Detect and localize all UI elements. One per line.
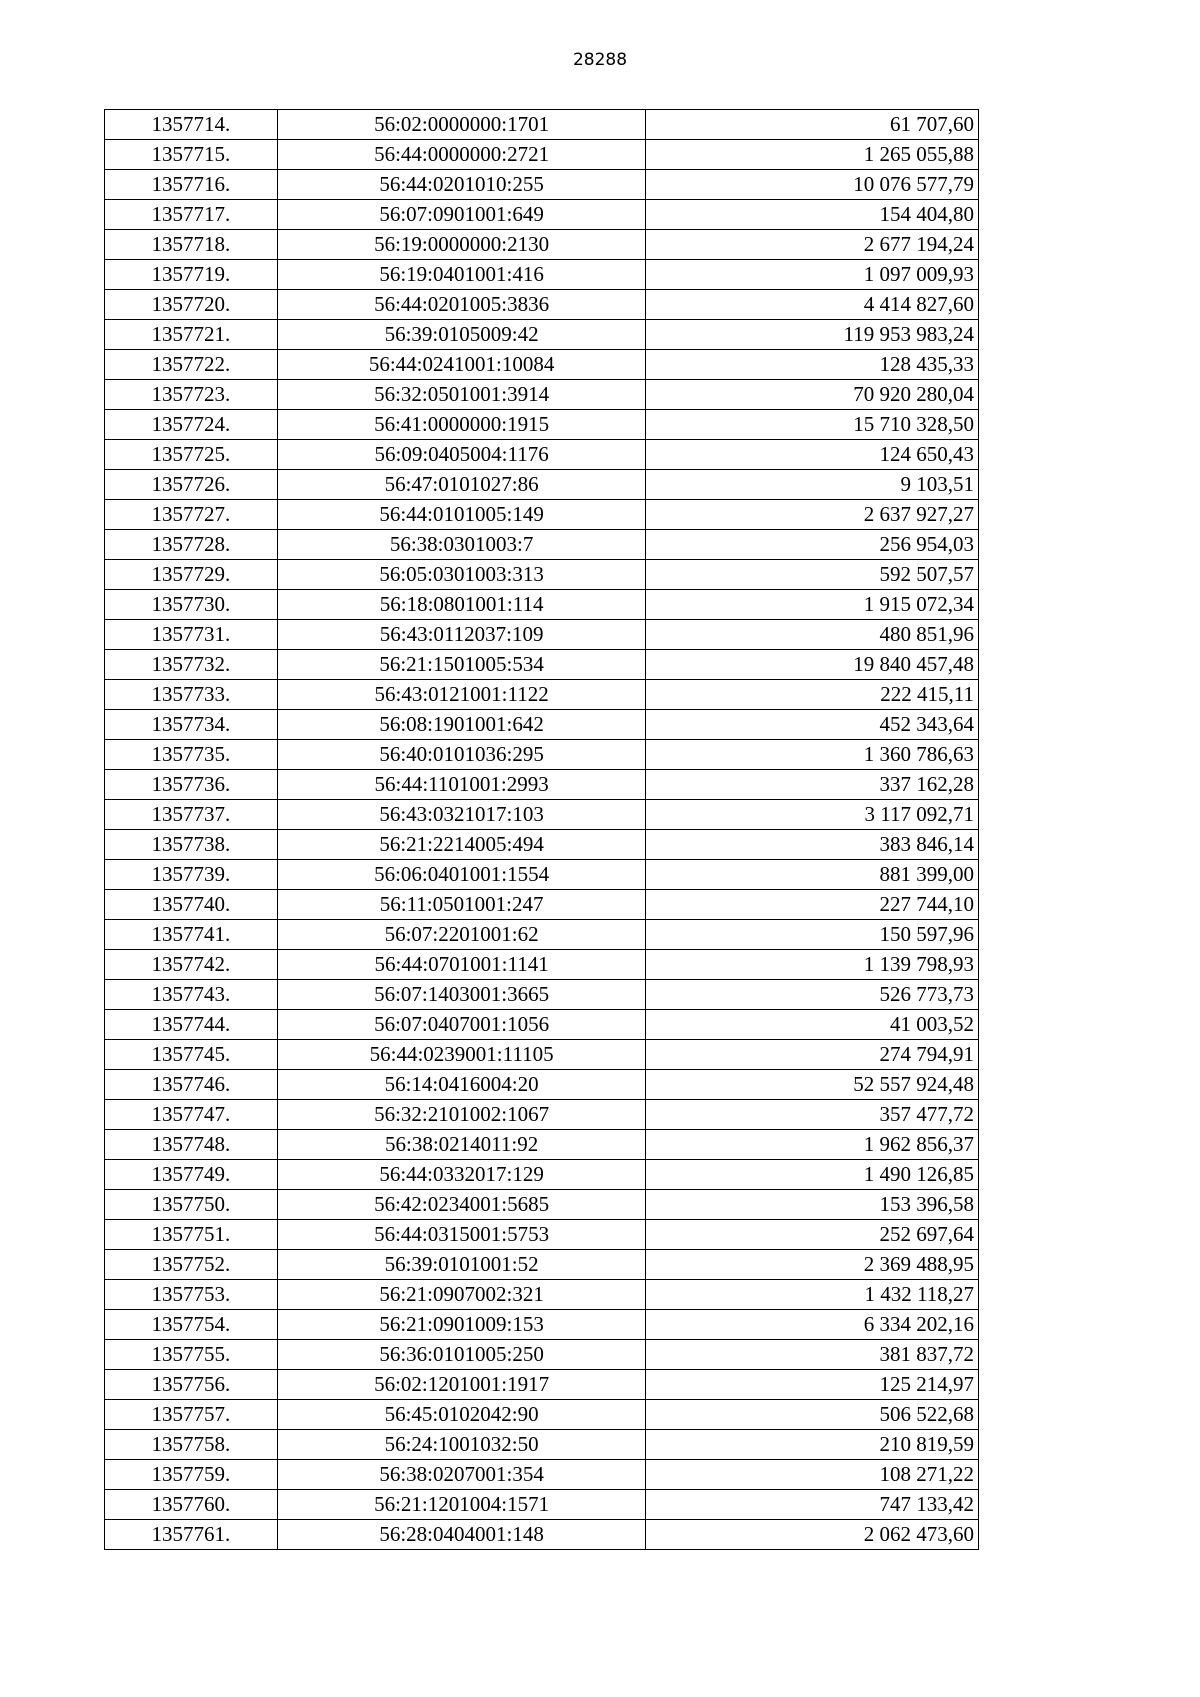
cadastral-number-cell: 56:38:0301003:7: [277, 530, 646, 560]
page-number: 28288: [572, 50, 628, 70]
cadastral-value-cell: 128 435,33: [646, 350, 979, 380]
cadastral-value-cell: 222 415,11: [646, 680, 979, 710]
table-row: [105, 1160, 979, 1190]
cadastral-number-cell: 56:39:0105009:42: [277, 320, 646, 350]
table-row: [105, 740, 979, 770]
table-row: [105, 1460, 979, 1490]
cadastral-number-cell: 56:21:2214005:494: [277, 830, 646, 860]
table-row: [105, 170, 979, 200]
cadastral-number-cell: 56:06:0401001:1554: [277, 860, 646, 890]
cadastral-value-cell: 10 076 577,79: [646, 170, 979, 200]
cadastral-number-cell: 56:44:0201005:3836: [277, 290, 646, 320]
cadastral-value-cell: 592 507,57: [646, 560, 979, 590]
cadastral-value-cell: 52 557 924,48: [646, 1070, 979, 1100]
cadastral-value-cell: 61 707,60: [646, 110, 979, 140]
cadastral-value-cell: 357 477,72: [646, 1100, 979, 1130]
cadastral-value-cell: 124 650,43: [646, 440, 979, 470]
row-number-cell: 1357726.: [105, 470, 278, 500]
cadastral-number-cell: 56:43:0112037:109: [277, 620, 646, 650]
cadastral-value-cell: 747 133,42: [646, 1490, 979, 1520]
cadastral-number-cell: 56:11:0501001:247: [277, 890, 646, 920]
table-row: [105, 1490, 979, 1520]
cadastral-number-cell: 56:07:1403001:3665: [277, 980, 646, 1010]
cadastral-number-cell: 56:39:0101001:52: [277, 1250, 646, 1280]
cadastral-number-cell: 56:44:0315001:5753: [277, 1220, 646, 1250]
cadastral-value-cell: 2 637 927,27: [646, 500, 979, 530]
row-number-cell: 1357753.: [105, 1280, 278, 1310]
cadastral-value-cell: 381 837,72: [646, 1340, 979, 1370]
cadastral-value-cell: 154 404,80: [646, 200, 979, 230]
table-row: [105, 320, 979, 350]
table-row: [105, 920, 979, 950]
row-number-cell: 1357757.: [105, 1400, 278, 1430]
cadastral-number-cell: 56:05:0301003:313: [277, 560, 646, 590]
cadastral-number-cell: 56:44:0241001:10084: [277, 350, 646, 380]
cadastral-value-table: [104, 109, 979, 1550]
cadastral-number-cell: 56:44:0101005:149: [277, 500, 646, 530]
table-row: [105, 1520, 979, 1550]
table-row: [105, 830, 979, 860]
cadastral-value-cell: 108 271,22: [646, 1460, 979, 1490]
cadastral-value-cell: 19 840 457,48: [646, 650, 979, 680]
row-number-cell: 1357744.: [105, 1010, 278, 1040]
row-number-cell: 1357736.: [105, 770, 278, 800]
table-body: [105, 110, 979, 1550]
table-row: [105, 710, 979, 740]
cadastral-number-cell: 56:41:0000000:1915: [277, 410, 646, 440]
cadastral-number-cell: 56:14:0416004:20: [277, 1070, 646, 1100]
row-number-cell: 1357756.: [105, 1370, 278, 1400]
cadastral-value-cell: 1 265 055,88: [646, 140, 979, 170]
cadastral-number-cell: 56:44:0201010:255: [277, 170, 646, 200]
cadastral-value-cell: 1 490 126,85: [646, 1160, 979, 1190]
row-number-cell: 1357742.: [105, 950, 278, 980]
cadastral-value-cell: 125 214,97: [646, 1370, 979, 1400]
table-row: [105, 1010, 979, 1040]
cadastral-value-cell: 252 697,64: [646, 1220, 979, 1250]
cadastral-number-cell: 56:38:0214011:92: [277, 1130, 646, 1160]
row-number-cell: 1357721.: [105, 320, 278, 350]
cadastral-number-cell: 56:07:0901001:649: [277, 200, 646, 230]
cadastral-value-cell: 150 597,96: [646, 920, 979, 950]
row-number-cell: 1357718.: [105, 230, 278, 260]
cadastral-value-cell: 41 003,52: [646, 1010, 979, 1040]
table-row: [105, 1040, 979, 1070]
row-number-cell: 1357719.: [105, 260, 278, 290]
table-row: [105, 620, 979, 650]
cadastral-value-cell: 2 062 473,60: [646, 1520, 979, 1550]
table-row: [105, 590, 979, 620]
row-number-cell: 1357727.: [105, 500, 278, 530]
cadastral-number-cell: 56:09:0405004:1176: [277, 440, 646, 470]
table-row: [105, 650, 979, 680]
cadastral-number-cell: 56:28:0404001:148: [277, 1520, 646, 1550]
table-row: [105, 1370, 979, 1400]
cadastral-value-cell: 2 369 488,95: [646, 1250, 979, 1280]
cadastral-number-cell: 56:24:1001032:50: [277, 1430, 646, 1460]
cadastral-value-cell: 480 851,96: [646, 620, 979, 650]
table-row: [105, 470, 979, 500]
row-number-cell: 1357715.: [105, 140, 278, 170]
row-number-cell: 1357735.: [105, 740, 278, 770]
row-number-cell: 1357732.: [105, 650, 278, 680]
cadastral-number-cell: 56:32:0501001:3914: [277, 380, 646, 410]
row-number-cell: 1357748.: [105, 1130, 278, 1160]
cadastral-value-cell: 526 773,73: [646, 980, 979, 1010]
table-row: [105, 680, 979, 710]
row-number-cell: 1357723.: [105, 380, 278, 410]
table-row: [105, 440, 979, 470]
cadastral-number-cell: 56:21:1501005:534: [277, 650, 646, 680]
table-row: [105, 110, 979, 140]
cadastral-number-cell: 56:42:0234001:5685: [277, 1190, 646, 1220]
cadastral-value-cell: 1 360 786,63: [646, 740, 979, 770]
table-row: [105, 1190, 979, 1220]
table-row: [105, 1310, 979, 1340]
row-number-cell: 1357759.: [105, 1460, 278, 1490]
table-row: [105, 1100, 979, 1130]
row-number-cell: 1357760.: [105, 1490, 278, 1520]
row-number-cell: 1357725.: [105, 440, 278, 470]
table-row: [105, 860, 979, 890]
table-row: [105, 1220, 979, 1250]
table-row: [105, 560, 979, 590]
table-row: [105, 1400, 979, 1430]
cadastral-value-cell: 1 432 118,27: [646, 1280, 979, 1310]
row-number-cell: 1357758.: [105, 1430, 278, 1460]
cadastral-value-cell: 4 414 827,60: [646, 290, 979, 320]
table-row: [105, 1430, 979, 1460]
row-number-cell: 1357716.: [105, 170, 278, 200]
row-number-cell: 1357729.: [105, 560, 278, 590]
row-number-cell: 1357752.: [105, 1250, 278, 1280]
cadastral-number-cell: 56:02:1201001:1917: [277, 1370, 646, 1400]
cadastral-value-cell: 337 162,28: [646, 770, 979, 800]
row-number-cell: 1357733.: [105, 680, 278, 710]
table-row: [105, 1250, 979, 1280]
cadastral-number-cell: 56:47:0101027:86: [277, 470, 646, 500]
cadastral-number-cell: 56:44:0701001:1141: [277, 950, 646, 980]
table-row: [105, 530, 979, 560]
cadastral-number-cell: 56:07:0407001:1056: [277, 1010, 646, 1040]
cadastral-value-cell: 9 103,51: [646, 470, 979, 500]
cadastral-number-cell: 56:45:0102042:90: [277, 1400, 646, 1430]
row-number-cell: 1357740.: [105, 890, 278, 920]
cadastral-value-cell: 15 710 328,50: [646, 410, 979, 440]
cadastral-number-cell: 56:19:0401001:416: [277, 260, 646, 290]
table-row: [105, 1340, 979, 1370]
table-row: [105, 350, 979, 380]
row-number-cell: 1357731.: [105, 620, 278, 650]
row-number-cell: 1357728.: [105, 530, 278, 560]
row-number-cell: 1357745.: [105, 1040, 278, 1070]
row-number-cell: 1357738.: [105, 830, 278, 860]
row-number-cell: 1357754.: [105, 1310, 278, 1340]
table-row: [105, 1280, 979, 1310]
table-row: [105, 770, 979, 800]
cadastral-value-cell: 119 953 983,24: [646, 320, 979, 350]
cadastral-number-cell: 56:44:0239001:11105: [277, 1040, 646, 1070]
cadastral-value-cell: 506 522,68: [646, 1400, 979, 1430]
table-row: [105, 260, 979, 290]
cadastral-number-cell: 56:08:1901001:642: [277, 710, 646, 740]
cadastral-number-cell: 56:21:0901009:153: [277, 1310, 646, 1340]
row-number-cell: 1357724.: [105, 410, 278, 440]
row-number-cell: 1357750.: [105, 1190, 278, 1220]
cadastral-number-cell: 56:40:0101036:295: [277, 740, 646, 770]
cadastral-value-cell: 227 744,10: [646, 890, 979, 920]
cadastral-number-cell: 56:44:0000000:2721: [277, 140, 646, 170]
cadastral-value-cell: 6 334 202,16: [646, 1310, 979, 1340]
table-row: [105, 200, 979, 230]
row-number-cell: 1357720.: [105, 290, 278, 320]
cadastral-value-cell: 153 396,58: [646, 1190, 979, 1220]
table-row: [105, 1070, 979, 1100]
cadastral-number-cell: 56:21:0907002:321: [277, 1280, 646, 1310]
table-row: [105, 380, 979, 410]
cadastral-value-cell: 881 399,00: [646, 860, 979, 890]
row-number-cell: 1357746.: [105, 1070, 278, 1100]
cadastral-number-cell: 56:21:1201004:1571: [277, 1490, 646, 1520]
row-number-cell: 1357761.: [105, 1520, 278, 1550]
table-row: [105, 500, 979, 530]
table-row: [105, 290, 979, 320]
row-number-cell: 1357722.: [105, 350, 278, 380]
row-number-cell: 1357730.: [105, 590, 278, 620]
table-row: [105, 800, 979, 830]
cadastral-value-cell: 1 097 009,93: [646, 260, 979, 290]
table-row: [105, 230, 979, 260]
row-number-cell: 1357714.: [105, 110, 278, 140]
cadastral-number-cell: 56:18:0801001:114: [277, 590, 646, 620]
cadastral-value-cell: 383 846,14: [646, 830, 979, 860]
cadastral-number-cell: 56:36:0101005:250: [277, 1340, 646, 1370]
cadastral-value-cell: 1 962 856,37: [646, 1130, 979, 1160]
table-row: [105, 950, 979, 980]
row-number-cell: 1357734.: [105, 710, 278, 740]
row-number-cell: 1357717.: [105, 200, 278, 230]
row-number-cell: 1357743.: [105, 980, 278, 1010]
row-number-cell: 1357749.: [105, 1160, 278, 1190]
table-row: [105, 140, 979, 170]
cadastral-value-cell: 1 915 072,34: [646, 590, 979, 620]
cadastral-number-cell: 56:02:0000000:1701: [277, 110, 646, 140]
row-number-cell: 1357741.: [105, 920, 278, 950]
cadastral-value-cell: 210 819,59: [646, 1430, 979, 1460]
cadastral-value-cell: 1 139 798,93: [646, 950, 979, 980]
row-number-cell: 1357751.: [105, 1220, 278, 1250]
cadastral-value-cell: 3 117 092,71: [646, 800, 979, 830]
row-number-cell: 1357755.: [105, 1340, 278, 1370]
cadastral-value-cell: 70 920 280,04: [646, 380, 979, 410]
cadastral-number-cell: 56:43:0121001:1122: [277, 680, 646, 710]
cadastral-number-cell: 56:32:2101002:1067: [277, 1100, 646, 1130]
cadastral-value-cell: 452 343,64: [646, 710, 979, 740]
cadastral-number-cell: 56:44:1101001:2993: [277, 770, 646, 800]
table-row: [105, 890, 979, 920]
row-number-cell: 1357737.: [105, 800, 278, 830]
cadastral-number-cell: 56:44:0332017:129: [277, 1160, 646, 1190]
cadastral-number-cell: 56:07:2201001:62: [277, 920, 646, 950]
table-row: [105, 1130, 979, 1160]
row-number-cell: 1357747.: [105, 1100, 278, 1130]
table-row: [105, 980, 979, 1010]
cadastral-value-cell: 274 794,91: [646, 1040, 979, 1070]
cadastral-number-cell: 56:38:0207001:354: [277, 1460, 646, 1490]
cadastral-number-cell: 56:43:0321017:103: [277, 800, 646, 830]
cadastral-number-cell: 56:19:0000000:2130: [277, 230, 646, 260]
row-number-cell: 1357739.: [105, 860, 278, 890]
cadastral-value-cell: 256 954,03: [646, 530, 979, 560]
table-row: [105, 410, 979, 440]
cadastral-value-cell: 2 677 194,24: [646, 230, 979, 260]
